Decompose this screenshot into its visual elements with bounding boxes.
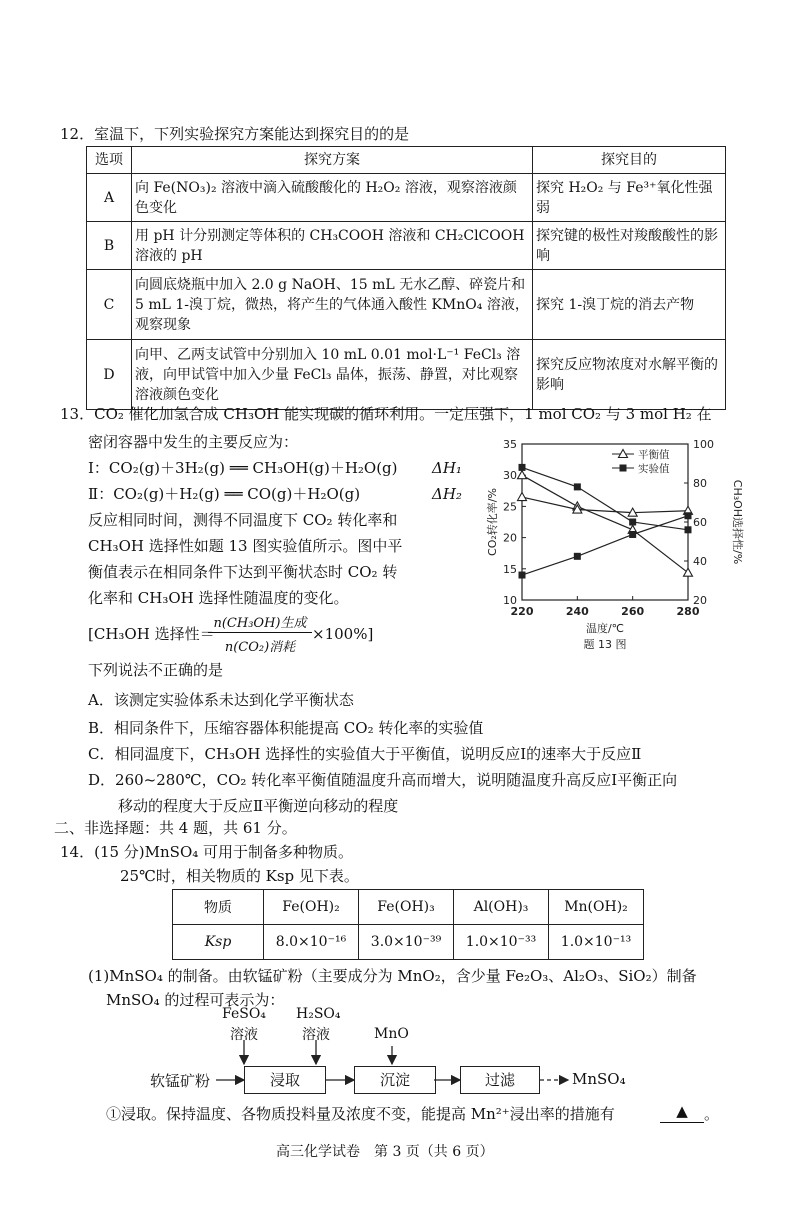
x-tick-label: 280 xyxy=(676,605,700,618)
goal-cell: 探究键的极性对羧酸酸性的影响 xyxy=(533,222,726,270)
formula-numerator: n(CH₃OH)生成 xyxy=(213,616,307,631)
data-point-square xyxy=(519,572,526,579)
left-tick-label: 25 xyxy=(503,500,517,514)
right-axis-label: CH₃OH选择性/% xyxy=(731,479,744,565)
option-a: A．该测定实验体系未达到化学平衡状态 xyxy=(88,691,354,709)
flow-step-precipitate: 沉淀 xyxy=(354,1066,436,1094)
left-tick-label: 30 xyxy=(503,469,517,483)
option-b: B．相同条件下，压缩容器体积能提高 CO₂ 转化率的实验值 xyxy=(88,719,484,737)
ksp-table xyxy=(172,889,644,960)
x-tick-label: 220 xyxy=(510,605,534,618)
q14-part1-cont: MnSO₄ 的过程可表示为： xyxy=(106,991,285,1009)
q13-para: 反应相同时间，测得不同温度下 CO₂ 转化率和 xyxy=(88,511,398,529)
section-heading: 二、非选择题：共 4 题，共 61 分。 xyxy=(54,819,297,837)
option-d: D．260~280℃，CO₂ 转化率平衡值随温度升高而增大，说明随温度升高反应Ⅰ平衡正向 xyxy=(88,771,678,789)
q13-line2: 密闭容器中发生的主要反应为： xyxy=(88,433,299,451)
right-tick-label: 80 xyxy=(693,477,707,490)
chart-legend xyxy=(612,448,670,475)
data-point-square xyxy=(629,531,636,538)
q13-para: 化率和 CH₃OH 选择性随温度的变化。 xyxy=(88,589,349,607)
q14-line1: 14．(15 分)MnSO₄ 可用于制备多种物质。 xyxy=(60,843,354,861)
data-point-square xyxy=(519,464,526,471)
q12-table xyxy=(86,146,726,410)
selectivity-formula-left: [CH₃OH 选择性＝ xyxy=(88,625,215,643)
data-point-triangle xyxy=(518,493,527,501)
goal-cell: 探究 1-溴丁烷的消去产物 xyxy=(533,270,726,340)
flow-step-filter: 过滤 xyxy=(460,1066,540,1094)
q13-para: CH₃OH 选择性如题 13 图实验值所示。图中平 xyxy=(88,537,403,555)
page-footer: 高三化学试卷 第 3 页（共 6 页） xyxy=(276,1144,494,1160)
left-tick-label: 35 xyxy=(503,438,517,451)
data-point-square xyxy=(574,553,581,560)
q14-line2: 25℃时，相关物质的 Ksp 见下表。 xyxy=(120,867,359,885)
table-header: 探究方案 xyxy=(132,147,533,174)
ksp-header: Mn(OH)₂ xyxy=(549,890,644,925)
data-point-square xyxy=(685,526,692,533)
plan-cell: 用 pH 计分别测定等体积的 CH₃COOH 溶液和 CH₂ClCOOH 溶液的 pH xyxy=(132,222,533,270)
ksp-value: 1.0×10⁻¹³ xyxy=(549,925,644,960)
right-tick-label: 60 xyxy=(693,516,707,529)
formula-denominator: n(CO₂)消耗 xyxy=(224,640,296,655)
right-tick-label: 100 xyxy=(693,438,714,451)
x-axis-label: 温度/℃ xyxy=(585,622,625,635)
plan-cell: 向 Fe(NO₃)₂ 溶液中滴入硫酸酸化的 H₂O₂ 溶液，观察溶液颜色变化 xyxy=(132,174,533,222)
q13-line1: 13．CO₂ 催化加氢合成 CH₃OH 能实现碳的循环利用。一定压强下，1 mol CO₂ 与 3 mol H₂ 在 xyxy=(60,405,712,423)
end-mark: 。 xyxy=(704,1105,720,1123)
ksp-header: Fe(OH)₃ xyxy=(359,890,454,925)
x-tick-label: 260 xyxy=(621,605,645,618)
ksp-header: Fe(OH)₂ xyxy=(264,890,359,925)
reaction-2: Ⅱ：CO₂(g)＋H₂(g) ══ CO(g)＋H₂O(g) xyxy=(88,485,361,503)
plan-cell: 向甲、乙两支试管中分别加入 10 mL 0.01 mol·L⁻¹ FeCl₃ 溶液，向甲试管中加入少量 FeCl₃ 晶体，振荡、静置，对比观察溶液颜色变化 xyxy=(132,340,533,410)
reaction-1: Ⅰ：CO₂(g)＋3H₂(g) ══ CH₃OH(g)＋H₂O(g) xyxy=(88,459,398,477)
table-header: 选项 xyxy=(87,147,132,174)
series-line xyxy=(522,467,688,529)
data-point-square xyxy=(620,465,627,472)
q12-stem: 12．室温下，下列实验探究方案能达到探究目的的是 xyxy=(60,125,410,143)
flow-reagent: FeSO₄ xyxy=(222,1006,266,1022)
flow-reagent: MnO xyxy=(374,1026,409,1042)
left-tick-label: 20 xyxy=(503,531,517,545)
delta-h2: ΔH₂ xyxy=(432,485,462,503)
right-tick-label: 20 xyxy=(693,594,707,607)
answer-blank: ▲ xyxy=(660,1102,704,1123)
data-point-triangle xyxy=(684,568,693,576)
chart-title: 题 13 图 xyxy=(583,638,627,651)
legend-entry: 平衡值 xyxy=(638,449,670,461)
left-tick-label: 10 xyxy=(503,594,517,607)
goal-cell: 探究 H₂O₂ 与 Fe³⁺氧化性强弱 xyxy=(533,174,726,222)
ksp-label: Ksp xyxy=(173,925,264,960)
option-d-cont: 移动的程度大于反应Ⅱ平衡逆向移动的程度 xyxy=(118,797,399,815)
q13-chart xyxy=(482,436,748,654)
data-point-square xyxy=(685,512,692,519)
ksp-value: 3.0×10⁻³⁹ xyxy=(359,925,454,960)
x-tick-label: 240 xyxy=(565,605,589,618)
selectivity-formula-right: ×100%] xyxy=(312,625,374,643)
legend-entry: 实验值 xyxy=(638,463,670,475)
delta-h1: ΔH₁ xyxy=(432,459,462,477)
ksp-value: 1.0×10⁻³³ xyxy=(454,925,549,960)
table-header: 探究目的 xyxy=(533,147,726,174)
flow-reagent: H₂SO₄ xyxy=(296,1006,341,1022)
flow-reagent: 溶液 xyxy=(230,1027,258,1043)
flow-end: MnSO₄ xyxy=(572,1070,626,1088)
option-label: A xyxy=(87,174,132,222)
ksp-header: 物质 xyxy=(173,890,264,925)
data-point-square xyxy=(629,519,636,526)
data-point-square xyxy=(574,483,581,490)
ksp-value: 8.0×10⁻¹⁶ xyxy=(264,925,359,960)
series-line xyxy=(522,516,688,575)
left-tick-label: 15 xyxy=(503,562,517,576)
option-label: B xyxy=(87,222,132,270)
flow-reagent: 溶液 xyxy=(302,1027,330,1043)
option-c: C．相同温度下，CH₃OH 选择性的实验值大于平衡值，说明反应Ⅰ的速率大于反应Ⅱ xyxy=(88,745,642,763)
ksp-header: Al(OH)₃ xyxy=(454,890,549,925)
chart-series xyxy=(518,464,693,579)
plan-cell: 向圆底烧瓶中加入 2.0 g NaOH、15 mL 无水乙醇、碎瓷片和 5 mL 1-溴丁烷，微热，将产生的气体通入酸性 KMnO₄ 溶液，观察现象 xyxy=(132,270,533,340)
q13-ask: 下列说法不正确的是 xyxy=(88,661,224,679)
flow-step-leach: 浸取 xyxy=(244,1066,326,1094)
q13-para: 衡值表示在相同条件下达到平衡状态时 CO₂ 转 xyxy=(88,563,398,581)
q14-part1: (1)MnSO₄ 的制备。由软锰矿粉（主要成分为 MnO₂，含少量 Fe₂O₃、Al₂O₃、SiO₂）制备 xyxy=(88,967,697,985)
q14-subq1: ①浸取。保持温度、各物质投料量及浓度不变，能提高 Mn²⁺浸出率的措施有 xyxy=(106,1105,615,1123)
goal-cell: 探究反应物浓度对水解平衡的影响 xyxy=(533,340,726,410)
option-label: D xyxy=(87,340,132,410)
fraction-bar xyxy=(208,632,312,633)
flow-start: 软锰矿粉 xyxy=(150,1072,211,1090)
left-axis-label: CO₂转化率/% xyxy=(486,488,499,556)
option-label: C xyxy=(87,270,132,340)
right-tick-label: 40 xyxy=(693,555,707,568)
